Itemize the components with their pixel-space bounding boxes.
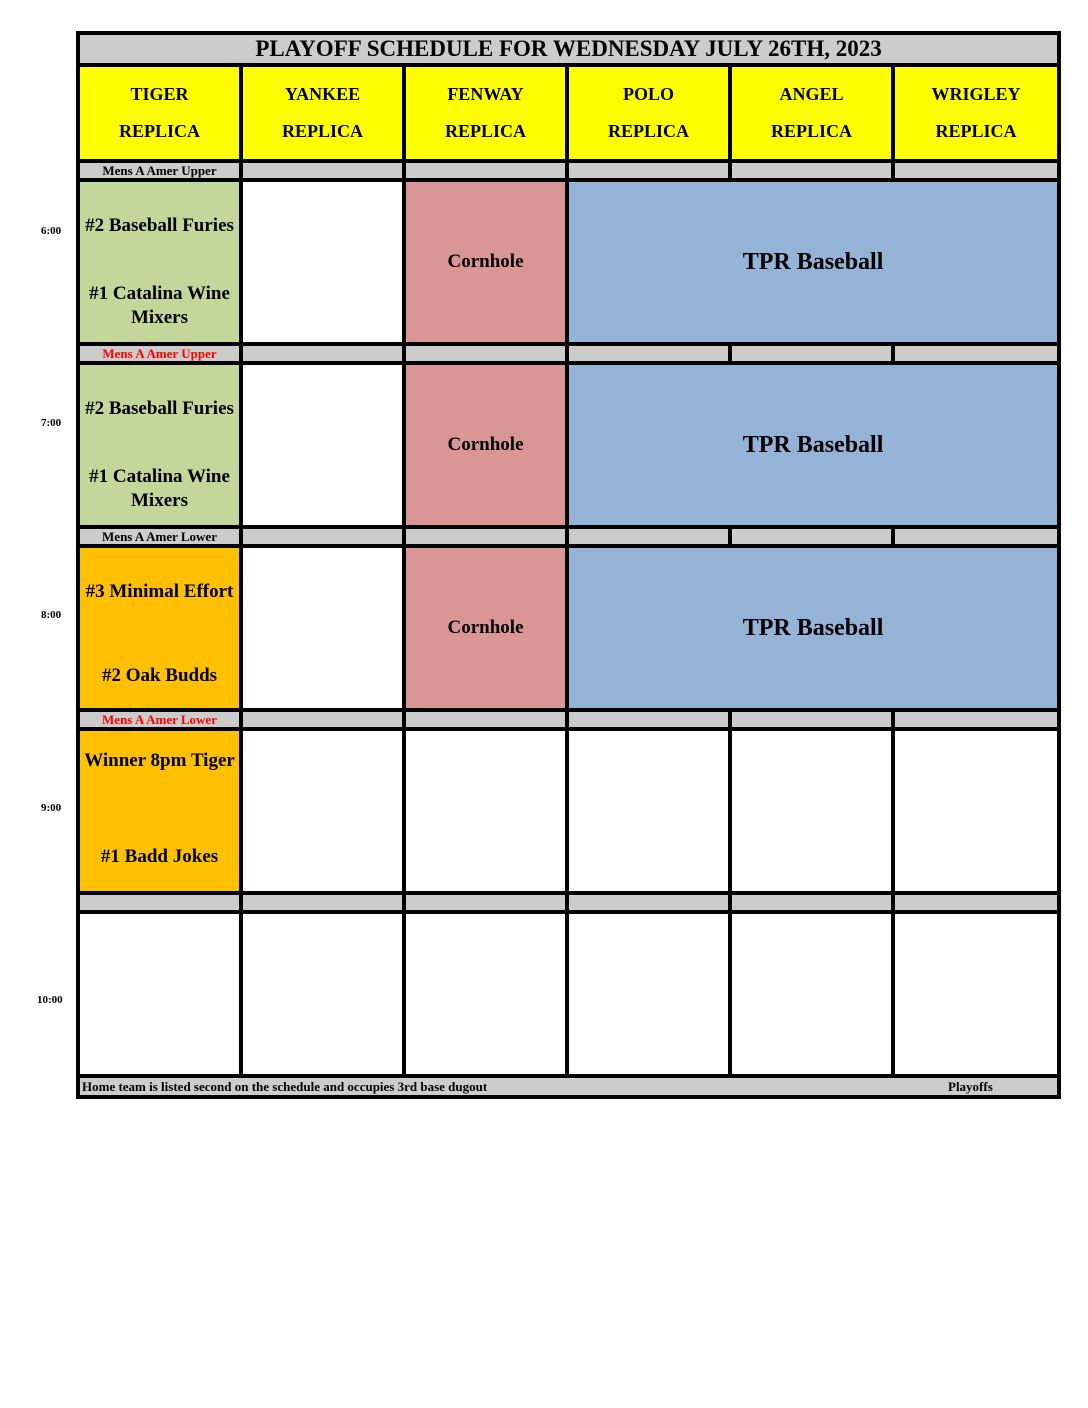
gray-cell xyxy=(567,344,730,363)
gray-cell xyxy=(730,710,893,729)
cornhole-cell: Cornhole xyxy=(404,363,567,527)
game-cell xyxy=(78,546,241,710)
time-label: 7:00 xyxy=(41,417,62,429)
empty-cell xyxy=(567,912,730,1076)
tpr-baseball-cell: TPR Baseball xyxy=(567,180,1059,344)
home-team: #1 Badd Jokes xyxy=(100,846,219,867)
empty-cell xyxy=(241,729,404,893)
gray-cell xyxy=(567,893,730,912)
gray-cell xyxy=(241,893,404,912)
gray-cell xyxy=(241,710,404,729)
empty-cell xyxy=(730,729,893,893)
page-title: PLAYOFF SCHEDULE FOR WEDNESDAY JULY 26TH, 2023 xyxy=(78,33,1059,65)
away-team: Winner 8pm Tiger xyxy=(84,750,235,771)
venue-header-yankee xyxy=(241,65,404,161)
venue-header-polo xyxy=(567,65,730,161)
time-label: 9:00 xyxy=(41,802,62,814)
venue-header-tiger xyxy=(78,65,241,161)
home-team: #1 Catalina Wine Mixers xyxy=(89,283,230,328)
venue-name: POLO xyxy=(622,84,674,104)
venue-sub: REPLICA xyxy=(281,121,363,141)
gray-cell xyxy=(893,893,1059,912)
venue-sub: REPLICA xyxy=(935,121,1017,141)
gray-cell xyxy=(241,161,404,180)
empty-cell xyxy=(241,912,404,1076)
empty-cell xyxy=(567,729,730,893)
venue-name: FENWAY xyxy=(447,84,524,104)
tpr-baseball-cell: TPR Baseball xyxy=(567,363,1059,527)
venue-name: YANKEE xyxy=(284,84,361,104)
away-team: #2 Baseball Furies xyxy=(85,398,234,419)
gray-cell xyxy=(730,344,893,363)
gray-cell xyxy=(730,893,893,912)
empty-cell xyxy=(78,912,241,1076)
away-team: #3 Minimal Effort xyxy=(85,581,234,602)
venue-header-fenway xyxy=(404,65,567,161)
gray-cell xyxy=(730,161,893,180)
time-label: 6:00 xyxy=(41,225,62,237)
gray-cell xyxy=(567,710,730,729)
empty-cell xyxy=(893,912,1059,1076)
gray-cell xyxy=(404,893,567,912)
division-label: Mens A Amer Upper xyxy=(78,344,241,363)
empty-cell xyxy=(241,180,404,344)
division-label: Mens A Amer Lower xyxy=(78,527,241,546)
venue-header-wrigley xyxy=(893,65,1059,161)
empty-cell xyxy=(404,912,567,1076)
footer-bar xyxy=(78,1076,1059,1097)
home-team: #2 Oak Budds xyxy=(101,665,218,686)
gray-cell xyxy=(893,710,1059,729)
game-cell xyxy=(78,180,241,344)
empty-cell xyxy=(241,546,404,710)
home-team: #1 Catalina Wine Mixers xyxy=(89,466,230,511)
venue-name: ANGEL xyxy=(779,84,844,104)
game-cell xyxy=(78,363,241,527)
division-label: Mens A Amer Lower xyxy=(78,710,241,729)
gray-cell xyxy=(404,161,567,180)
empty-cell xyxy=(730,912,893,1076)
division-label xyxy=(78,893,241,912)
time-label: 8:00 xyxy=(41,609,62,621)
schedule-table xyxy=(76,31,1061,1099)
cornhole-cell: Cornhole xyxy=(404,180,567,344)
cornhole-cell: Cornhole xyxy=(404,546,567,710)
gray-cell xyxy=(730,527,893,546)
tpr-baseball-cell: TPR Baseball xyxy=(567,546,1059,710)
footer-note: Home team is listed second on the schedule and occupies 3rd base dugout xyxy=(82,1079,488,1094)
venue-name: WRIGLEY xyxy=(931,84,1021,104)
time-label: 10:00 xyxy=(37,994,63,1006)
away-team: #2 Baseball Furies xyxy=(85,215,234,236)
gray-cell xyxy=(893,527,1059,546)
gray-cell xyxy=(404,527,567,546)
time-column xyxy=(0,0,76,1160)
venue-sub: REPLICA xyxy=(118,121,200,141)
venue-header-angel xyxy=(730,65,893,161)
gray-cell xyxy=(893,344,1059,363)
venue-name: TIGER xyxy=(130,84,189,104)
game-cell xyxy=(78,729,241,893)
gray-cell xyxy=(567,527,730,546)
empty-cell xyxy=(404,729,567,893)
venue-sub: REPLICA xyxy=(770,121,852,141)
gray-cell xyxy=(241,527,404,546)
gray-cell xyxy=(893,161,1059,180)
empty-cell xyxy=(893,729,1059,893)
gray-cell xyxy=(567,161,730,180)
gray-cell xyxy=(404,710,567,729)
venue-sub: REPLICA xyxy=(444,121,526,141)
gray-cell xyxy=(241,344,404,363)
empty-cell xyxy=(241,363,404,527)
venue-sub: REPLICA xyxy=(607,121,689,141)
gray-cell xyxy=(404,344,567,363)
footer-label: Playoffs xyxy=(948,1079,993,1094)
division-label: Mens A Amer Upper xyxy=(78,161,241,180)
